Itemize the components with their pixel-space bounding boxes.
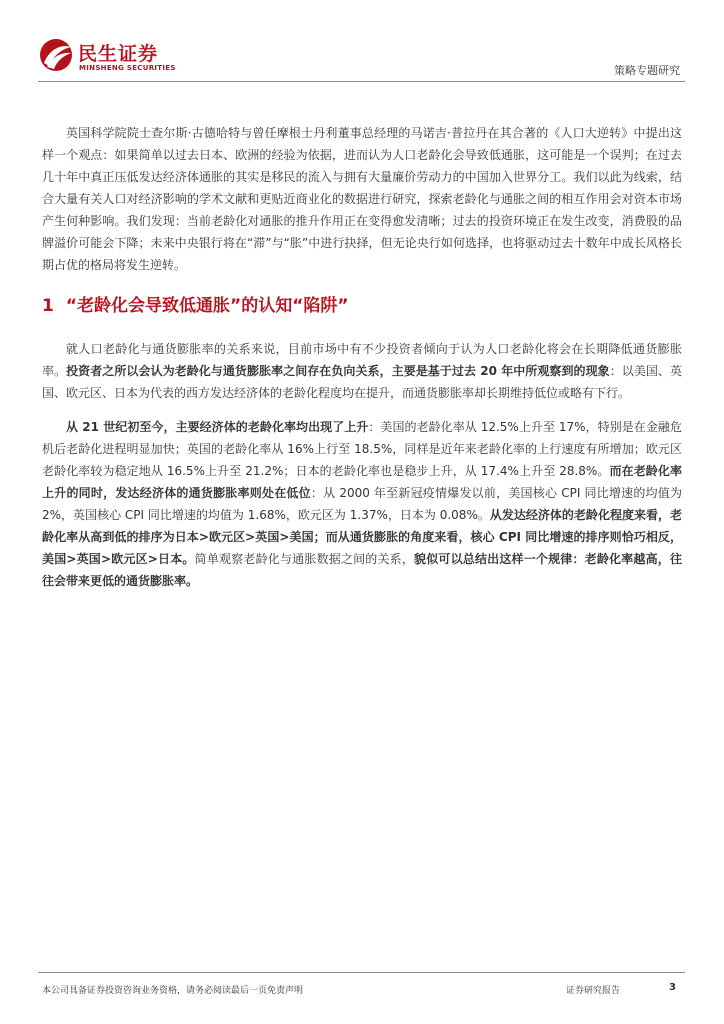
intro-paragraph	[42, 122, 682, 276]
section-number: 1	[42, 296, 54, 316]
minsheng-logo	[38, 36, 238, 78]
page-header	[0, 0, 724, 82]
intro-text: 英国科学院院士查尔斯·古德哈特与曾任摩根士丹利董事总经理的马诺吉·普拉丹在其合著的《人口大逆转》中提出这样一个观点：如果简单以过去日本、欧洲的经验为依据，进而认为人口老龄化会导致低通胀，这可能是一个误判；在过去几十年中真正压低发达经济体通胀的其实是移民的流入与拥有大量廉价劳动力的中国加入世界分工。我们以此为线索，结合大量有关人口对经济影响的学术文献和更贴近商业化的数据进行研究，探索老龄化与通胀之间的相互作用会对资本市场产生何种影响。我们发现：当前老龄化对通胀的推升作用正在变得愈发清晰；过去的投资环境正在发生改变，消费股的品牌溢价可能会下降；未来中央银行将在“滞”与“胀”中进行抉择，但无论央行如何选择，也将驱动过去十数年中成长风格长期占优的格局将发生逆转。	[42, 126, 682, 272]
para3-bold-1: 从 21 世纪初至今，主要经济体的老龄化率均出现了上升	[66, 420, 369, 434]
minsheng-logo-icon	[38, 36, 74, 74]
para2-sentence-1: 就人口老龄化与通货膨胀率的关系来说，目前市场中有不少投资者倾向于认为人口老龄化将会在长期降低通货膨胀率。	[42, 342, 682, 378]
para3-text-4: ：从 2000 年至新冠疫情爆发以前，美国核心 CPI 同比增速的均值为 2%，英国核心 CPI 同比增速的均值为 1.68%，欧元区为 1.37%，日本为 0.08%。	[42, 486, 682, 522]
footer-divider	[38, 972, 685, 973]
page-number: 3	[669, 982, 676, 993]
para3-text-6: 简单观察老龄化与通胀数据之间的关系，	[194, 552, 415, 566]
para3-bold-5: 从发达经济体的老龄化程度来看，老龄化率从高到低的排序为日本>欧元区>英国>美国；而从通货膨胀的角度来看，核心 CPI 同比增速的排序则恰巧相反，美国>英国>欧元区>日本。	[42, 508, 682, 566]
paragraph-2	[42, 338, 682, 404]
para3-bold-3: 而在老龄化率上升的同时，发达经济体的通货膨胀率则处在低位	[42, 464, 682, 500]
footer-disclaimer: 本公司具备证券投资咨询业务资格，请务必阅读最后一页免责声明	[42, 986, 304, 996]
paragraph-3	[42, 416, 682, 592]
footer-report-type: 证券研究报告	[566, 986, 621, 996]
report-body	[42, 122, 682, 592]
logo-chinese-name: 民生证券	[78, 43, 159, 65]
header-divider	[38, 81, 685, 82]
para3-text-2: ：美国的老龄化率从 12.5%上升至 17%，特别是在金融危机后老龄化进程明显加快；英国的老龄化率从 16%上行至 18.5%，同样是近年来老龄化率的上行速度有所增加；欧元区老龄化率较为稳定地从 16.5%上升至 21.2%；日本的老龄化率也是稳步上升，从 17.4%上升至 28.8%。	[42, 420, 682, 478]
para2-sentence-3: ：以美国、英国、欧元区、日本为代表的西方发达经济体的老龄化程度均在提升，而通货膨胀率却长期维持低位或略有下行。	[42, 364, 682, 400]
section-title: “老龄化会导致低通胀”的认知“陷阱”	[65, 296, 349, 316]
para2-bold-claim: 投资者之所以会认为老龄化与通货膨胀率之间存在负向关系，主要是基于过去 20 年中所观察到的现象	[66, 364, 610, 378]
section-heading	[42, 292, 682, 320]
logo-english-name: MINSHENG SECURITIES	[79, 64, 176, 72]
para3-bold-7: 貌似可以总结出这样一个规律：老龄化率越高，往往会带来更低的通货膨胀率。	[42, 552, 682, 588]
report-section-label: 策略专题研究	[614, 64, 680, 77]
